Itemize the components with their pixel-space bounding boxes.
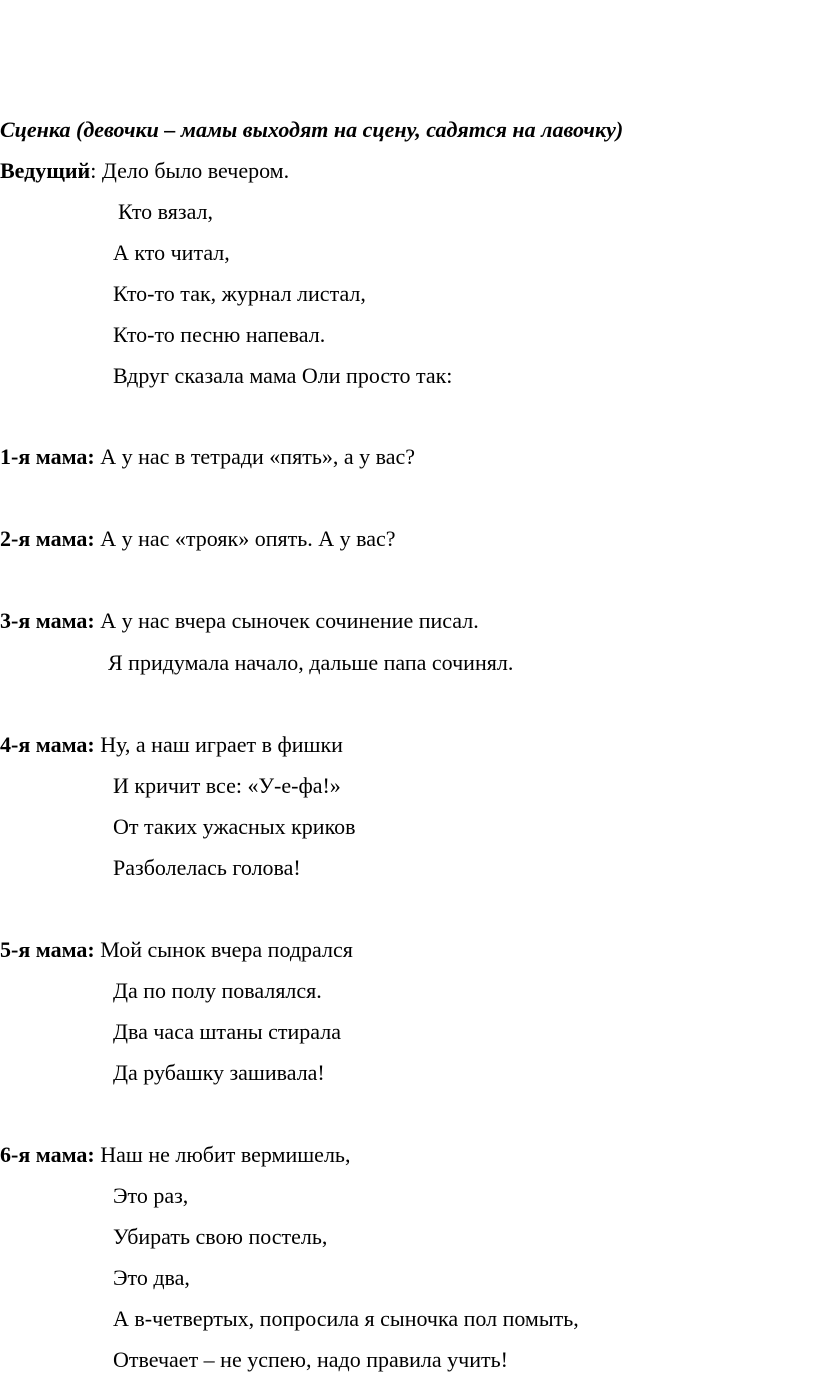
mom3-line — [0, 609, 479, 633]
mom4-line — [0, 733, 343, 757]
mom5-line: Да рубашку зашивала! — [113, 1060, 325, 1085]
mom3-line: Я придумала начало, дальше папа сочинял. — [108, 650, 514, 675]
line-text: Наш не любит вермишель, — [94, 1142, 351, 1167]
mom5-line: Два часа штаны стирала — [113, 1019, 341, 1044]
host-line: Вдруг сказала мама Оли просто так: — [113, 363, 453, 388]
host-line: Кто-то так, журнал листал, — [113, 281, 366, 306]
host-line: Кто-то песню напевал. — [113, 322, 326, 347]
mom6-line: Это раз, — [113, 1183, 189, 1208]
line-text: А у нас «трояк» опять. А у вас? — [94, 526, 396, 551]
mom6-line: Отвечает – не успею, надо правила учить! — [113, 1347, 508, 1372]
line-text: Ну, а наш играет в фишки — [94, 732, 343, 757]
mom4-line: Разболелась голова! — [113, 855, 301, 880]
speaker-label: 1-я мама: — [0, 444, 95, 469]
speaker-label: Ведущий — [0, 158, 91, 183]
scene-title: Сценка (девочки – мамы выходят на сцену, садятся на лавочку) — [0, 117, 624, 142]
host-line: А кто читал, — [113, 240, 230, 265]
host-line — [0, 159, 289, 183]
line-text: Мой сынок вчера подрался — [94, 937, 353, 962]
line-text: А у нас в тетради «пять», а у вас? — [94, 444, 416, 469]
speaker-label: 5-я мама: — [0, 937, 95, 962]
mom5-line — [0, 938, 353, 962]
mom5-line: Да по полу повалялся. — [113, 978, 322, 1003]
mom6-line: Это два, — [113, 1265, 190, 1290]
mom6-line: Убирать свою постель, — [113, 1224, 328, 1249]
mom6-line: А в-четвертых, попросила я сыночка пол помыть, — [113, 1306, 579, 1331]
mom1-line — [0, 445, 415, 469]
mom6-line — [0, 1143, 350, 1167]
line-text: Дело было вечером. — [101, 158, 290, 183]
line-text: А у нас вчера сыночек сочинение писал. — [94, 608, 479, 633]
speaker-label: 6-я мама: — [0, 1142, 95, 1167]
separator: : — [90, 158, 102, 183]
speaker-label: 2-я мама: — [0, 526, 95, 551]
mom2-line — [0, 527, 396, 551]
speaker-label: 4-я мама: — [0, 732, 95, 757]
mom4-line: И кричит все: «У-е-фа!» — [113, 773, 341, 798]
host-line: Кто вязал, — [118, 199, 214, 224]
mom4-line: От таких ужасных криков — [113, 814, 356, 839]
speaker-label: 3-я мама: — [0, 608, 95, 633]
